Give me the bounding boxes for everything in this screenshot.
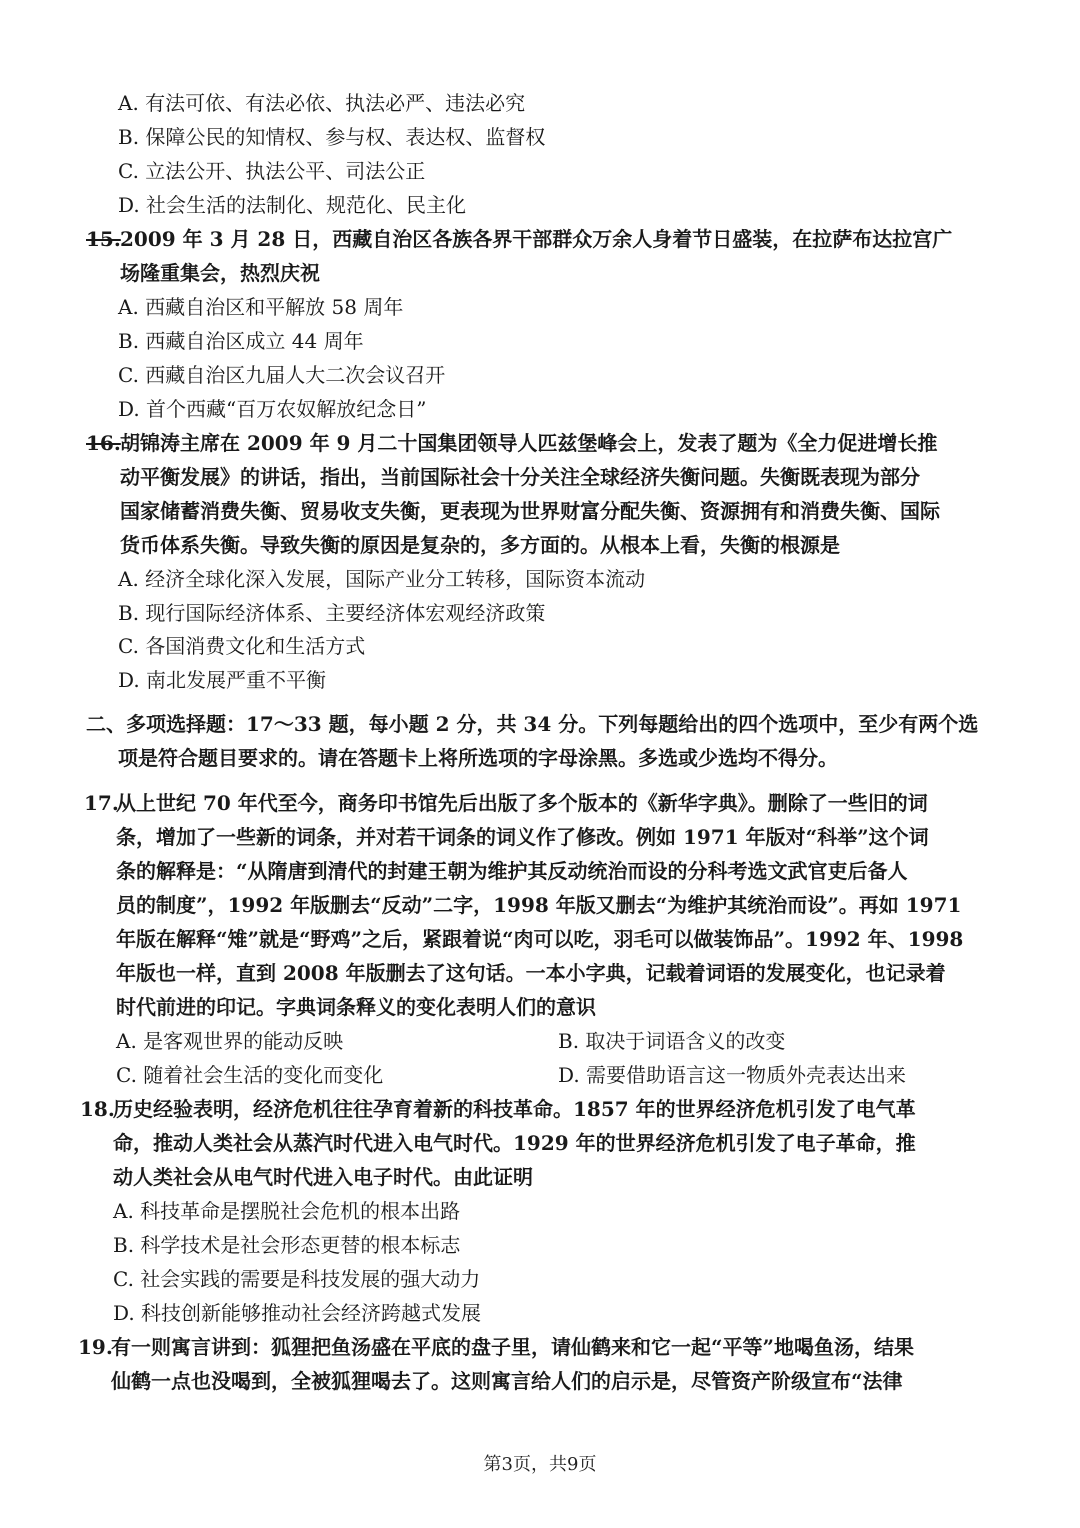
q17-option-c: C. 随着社会生活的变化而变化 [116, 1063, 384, 1087]
q16-option-c: C. 各国消费文化和生活方式 [118, 634, 366, 658]
q15-option-b: B. 西藏自治区成立 44 周年 [118, 329, 364, 353]
q16-stem-line-2: 动平衡发展》的讲话，指出，当前国际社会十分关注全球经济失衡问题。失衡既表现为部分 [120, 465, 920, 489]
q18-stem-line-2: 命，推动人类社会从蒸汽时代进入电气时代。1929 年的世界经济危机引发了电子革命，推 [113, 1131, 916, 1155]
q17-stem-line-6: 年版也一样，直到 2008 年版删去了这句话。一本小字典，记载着词语的发展变化，也记录着 [116, 961, 946, 985]
q14-option-c: C. 立法公开、执法公平、司法公正 [118, 159, 426, 183]
q17-stem-line-5: 年版在解释“雉”就是“野鸡”之后，紧跟着说“肉可以吃，羽毛可以做装饰品”。1992 年、1998 [116, 927, 964, 951]
q16-option-d: D. 南北发展严重不平衡 [118, 668, 327, 692]
q18-option-a: A. 科技革命是摆脱社会危机的根本出路 [113, 1199, 461, 1223]
q19-stem-line-2: 仙鹤一点也没喝到，全被狐狸喝去了。这则寓言给人们的启示是，尽管资产阶级宣布“法律 [111, 1369, 903, 1393]
q17-stem-line-1: 从上世纪 70 年代至今，商务印书馆先后出版了多个版本的《新华字典》。删除了一些旧的词 [116, 791, 928, 815]
q18-option-b: B. 科学技术是社会形态更替的根本标志 [113, 1233, 461, 1257]
q14-option-d: D. 社会生活的法制化、规范化、民主化 [118, 193, 467, 217]
q17-option-b: B. 取决于词语含义的改变 [558, 1029, 786, 1053]
q16-stem-line-4: 货币体系失衡。导致失衡的原因是复杂的，多方面的。从根本上看，失衡的根源是 [120, 533, 840, 557]
q18-stem-line-3: 动人类社会从电气时代进入电子时代。由此证明 [113, 1165, 533, 1189]
q15-option-d: D. 首个西藏“百万农奴解放纪念日” [118, 397, 427, 421]
q19-stem-line-1: 有一则寓言讲到：狐狸把鱼汤盛在平底的盘子里，请仙鹤来和它一起“平等”地喝鱼汤，结果 [111, 1335, 915, 1359]
q19-number: 19. [78, 1335, 113, 1359]
q15-stem-line-2: 场隆重集会，热烈庆祝 [120, 261, 320, 285]
q17-option-d: D. 需要借助语言这一物质外壳表达出来 [558, 1063, 907, 1087]
q16-stem-line-1: 胡锦涛主席在 2009 年 9 月二十国集团领导人匹兹堡峰会上，发表了题为《全力促进增长推 [120, 431, 938, 455]
q16-option-b: B. 现行国际经济体系、主要经济体宏观经济政策 [118, 601, 546, 625]
q15-stem-line-1: 2009 年 3 月 28 日，西藏自治区各族各界干部群众万余人身着节日盛装，在拉萨布达拉宫广 [120, 227, 953, 251]
q18-option-c: C. 社会实践的需要是科技发展的强大动力 [113, 1267, 481, 1291]
section2-header-line-2: 项是符合题目要求的。请在答题卡上将所选项的字母涂黑。多选或少选均不得分。 [118, 746, 838, 770]
q14-option-b: B. 保障公民的知情权、参与权、表达权、监督权 [118, 125, 546, 149]
q16-stem-line-3: 国家储蓄消费失衡、贸易收支失衡，更表现为世界财富分配失衡、资源拥有和消费失衡、国际 [120, 499, 940, 523]
q17-option-a: A. 是客观世界的能动反映 [116, 1029, 344, 1053]
q17-stem-line-2: 条，增加了一些新的词条，并对若干词条的词义作了修改。例如 1971 年版对“科举”这个词 [116, 825, 929, 849]
q15-option-c: C. 西藏自治区九届人大二次会议召开 [118, 363, 446, 387]
q17-stem-line-4: 员的制度”，1992 年版删去“反动”二字，1998 年版又删去“为维护其统治而设”。再如 1971 [116, 893, 962, 917]
q15-option-a: A. 西藏自治区和平解放 58 周年 [118, 295, 404, 319]
q18-stem-line-1: 历史经验表明，经济危机往往孕育着新的科技革命。1857 年的世界经济危机引发了电气革 [113, 1097, 916, 1121]
q17-stem-line-3: 条的解释是：“从隋唐到清代的封建王朝为维护其反动统治而设的分科考选文武官吏后备人 [116, 859, 908, 883]
q17-stem-line-7: 时代前进的印记。字典词条释义的变化表明人们的意识 [116, 995, 596, 1019]
q15-number: 15. [86, 227, 121, 251]
q18-number: 18. [80, 1097, 115, 1121]
section2-header-line-1: 二、多项选择题：17～33 题，每小题 2 分，共 34 分。下列每题给出的四个选项中，至少有两个选 [86, 712, 979, 736]
q16-option-a: A. 经济全球化深入发展，国际产业分工转移，国际资本流动 [118, 567, 646, 591]
q14-option-a: A. 有法可依、有法必依、执法必严、违法必究 [118, 91, 526, 115]
q17-number: 17. [84, 791, 119, 815]
q16-number: 16. [86, 431, 121, 455]
q18-option-d: D. 科技创新能够推动社会经济跨越式发展 [113, 1301, 482, 1325]
page-number-footer: 第3页，共9页 [483, 1454, 597, 1475]
